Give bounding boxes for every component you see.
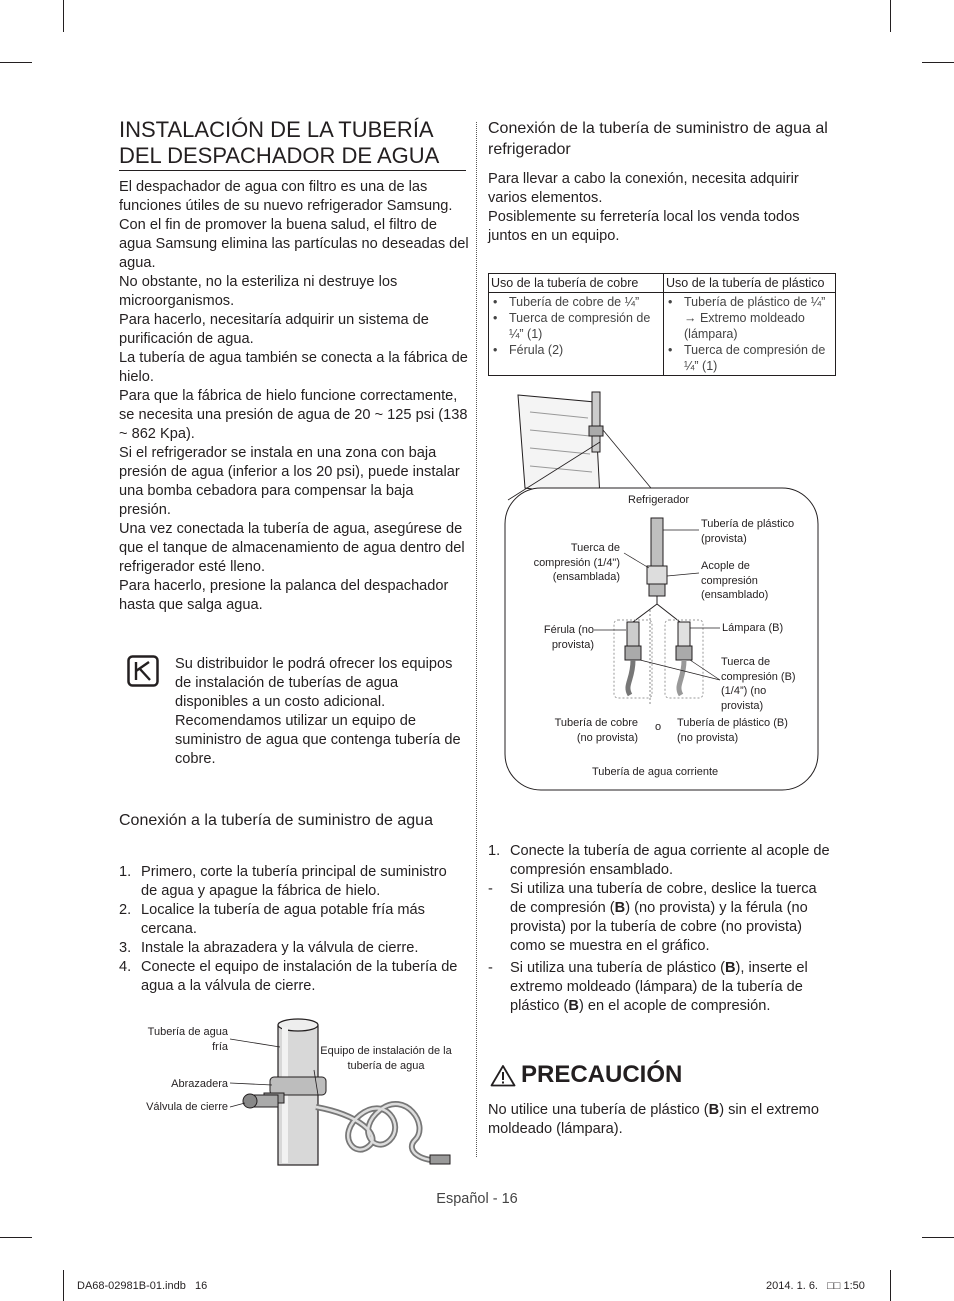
bold-b: B xyxy=(614,900,626,916)
dash: - xyxy=(488,881,493,897)
step-number: 2. xyxy=(119,902,132,918)
intro-paragraph: El despachador de agua con filtro es una de las funciones útiles de su nuevo refrigerador Samsung. xyxy=(119,179,453,214)
supply-heading: Conexión a la tubería de suministro de agua xyxy=(119,812,433,829)
label-copper: Tubería de cobre (no provista) xyxy=(554,717,638,744)
step-text: ) en el acople de compresión. xyxy=(578,998,771,1014)
label-running: Tubería de agua corriente xyxy=(592,766,719,778)
crop-mark xyxy=(922,1237,954,1238)
step-text: ), inserte el extremo moldeado (lámpara) de la tubería de plástico ( xyxy=(510,960,808,1014)
list-item xyxy=(119,958,465,996)
intro-paragraph: Para hacerlo, presione la palanca del despachador hasta que salga agua. xyxy=(119,578,449,613)
list-item: • Tuerca de compresión de ¼” (1) xyxy=(491,310,661,342)
bold-b: B xyxy=(568,998,579,1014)
crop-mark xyxy=(63,1270,64,1301)
caution-icon xyxy=(490,1064,516,1087)
table-cell xyxy=(489,293,664,376)
dash: - xyxy=(488,960,493,976)
bold-b: B xyxy=(724,960,736,976)
connection-steps xyxy=(488,842,834,1016)
label-valve: Válvula de cierre xyxy=(146,1101,228,1113)
footer-date: 2014. 1. 6. □□ 1:50 xyxy=(766,1280,865,1292)
table-header: Uso de la tubería de cobre xyxy=(489,274,664,293)
label-coupling: Acople de compresión (ensamblado) xyxy=(701,560,769,601)
table-header: Uso de la tubería de plástico xyxy=(664,274,836,293)
right-intro xyxy=(488,170,833,246)
step-number: 1. xyxy=(488,843,501,859)
step-text: ) (no provista) y la férula (no provista) por la tubería de cobre (no provista) como se muestra en el gráfico. xyxy=(510,900,808,954)
step-text: Conecte la tubería de agua corriente al acople de compresión ensamblado. xyxy=(510,843,830,878)
intro-paragraph: No obstante, no la esteriliza ni destruye los microorganismos. xyxy=(119,274,398,309)
crop-mark xyxy=(922,62,954,63)
step-text: Conecte el equipo de instalación de la tubería de agua a la válvula de cierre. xyxy=(141,959,458,994)
list-item: • Tubería de cobre de ¼” xyxy=(491,294,661,310)
step-text: Instale la abrazadera y la válvula de cierre. xyxy=(141,940,419,956)
label-fridge: Refrigerador xyxy=(628,494,690,506)
label-ferrule: Férula (no provista) xyxy=(543,624,594,651)
intro-paragraph: Para hacerlo, necesitaría adquirir un sistema de purificación de agua. xyxy=(119,312,429,347)
right-heading: Conexión de la tubería de suministro de agua al refrigerador xyxy=(488,120,828,158)
intro-paragraph: Para llevar a cabo la conexión, necesita adquirir varios elementos. xyxy=(488,171,799,206)
list-item xyxy=(119,901,465,939)
intro-paragraph: Si el refrigerador se instala en una zona con baja presión de agua (inferior a los 20 psi), puede instalar una bomba cebadora para compensar la baja presión. xyxy=(119,445,460,518)
bold-b: B xyxy=(708,1102,720,1118)
intro-paragraph: Con el fin de promover la buena salud, el filtro de agua Samsung elimina las partículas no deseadas del agua. xyxy=(119,217,469,271)
note-icon xyxy=(127,655,159,687)
list-item: • Férula (2) xyxy=(491,342,661,358)
note-text: Su distribuidor le podrá ofrecer los equipos de instalación de tuberías de agua disponibles a un costo adicional. Recomendamos utilizar un equipo de suministro de agua que contenga tubería de cobre. xyxy=(175,656,461,767)
section-title: INSTALACIÓN DE LA TUBERÍA DEL DESPACHADOR DE AGUA xyxy=(119,117,440,168)
label-clamp: Abrazadera xyxy=(171,1078,228,1090)
list-item: • Tuerca de compresión de ¼” (1) xyxy=(666,342,833,374)
label-lamp: Lámpara (B) xyxy=(722,622,784,634)
caution-title: PRECAUCIÓN xyxy=(521,1061,683,1088)
crop-mark xyxy=(0,1237,32,1238)
caution-text xyxy=(488,1101,834,1139)
intro-text xyxy=(119,178,469,615)
crop-mark xyxy=(890,1270,891,1301)
column-divider xyxy=(476,122,477,1157)
footer-file: DA68-02981B-01.indb 16 xyxy=(77,1280,208,1292)
step-number: 4. xyxy=(119,959,132,975)
list-item xyxy=(119,863,465,901)
caution-text-part: ) sin el extremo moldeado (lámpara). xyxy=(488,1102,819,1137)
list-item xyxy=(488,842,834,880)
step-number: 1. xyxy=(119,864,132,880)
intro-paragraph: Posiblemente su ferretería local los venda todos juntos en un equipo. xyxy=(488,209,800,244)
list-item xyxy=(119,939,465,958)
label-plastic-b: Tubería de plástico (B) (no provista) xyxy=(677,717,788,744)
crop-mark xyxy=(63,0,64,32)
label-nut-b: Tuerca de compresión (B) (1/4”) (no provista) xyxy=(721,656,796,712)
label-or: o xyxy=(655,721,662,733)
caution-text-part: No utilice una tubería de plástico ( xyxy=(488,1102,709,1118)
intro-paragraph: La tubería de agua también se conecta a la fábrica de hielo. xyxy=(119,350,468,385)
step-text: Si utiliza una tubería de plástico ( xyxy=(510,960,725,976)
step-text: Si utiliza una tubería de cobre, deslice la tuerca de compresión ( xyxy=(510,881,817,916)
step-number: 3. xyxy=(119,940,132,956)
label-kit: Equipo de instalación de la tubería de agua xyxy=(320,1045,452,1072)
supply-steps xyxy=(119,863,465,996)
crop-mark xyxy=(890,0,891,32)
title-rule xyxy=(119,170,466,171)
list-item xyxy=(488,880,834,956)
label-cold-pipe: Tubería de agua fría xyxy=(147,1026,228,1053)
step-text: Primero, corte la tubería principal de suministro de agua y apague la fábrica de hielo. xyxy=(141,864,447,899)
list-item xyxy=(488,959,834,1016)
intro-paragraph: Una vez conectada la tubería de agua, asegúrese de que el tanque de almacenamiento de agua dentro del refrigerador esté lleno. xyxy=(119,521,465,575)
crop-mark xyxy=(0,62,32,63)
label-plastic-tube: Tubería de plástico (provista) xyxy=(701,518,795,545)
list-item: • Tubería de plástico de ¼” → Extremo moldeado (lámpara) xyxy=(666,294,833,342)
label-nut-assembled: Tuerca de compresión (1/4") (ensamblada) xyxy=(533,542,620,583)
step-text: Localice la tubería de agua potable fría más cercana. xyxy=(141,902,425,937)
supply-table xyxy=(488,273,836,376)
intro-paragraph: Para que la fábrica de hielo funcione correctamente, se necesita una presión de agua de 20 ~ 125 psi (138 ~ 862 Kpa). xyxy=(119,388,468,442)
page-number: Español - 16 xyxy=(436,1191,518,1207)
table-cell xyxy=(664,293,836,376)
